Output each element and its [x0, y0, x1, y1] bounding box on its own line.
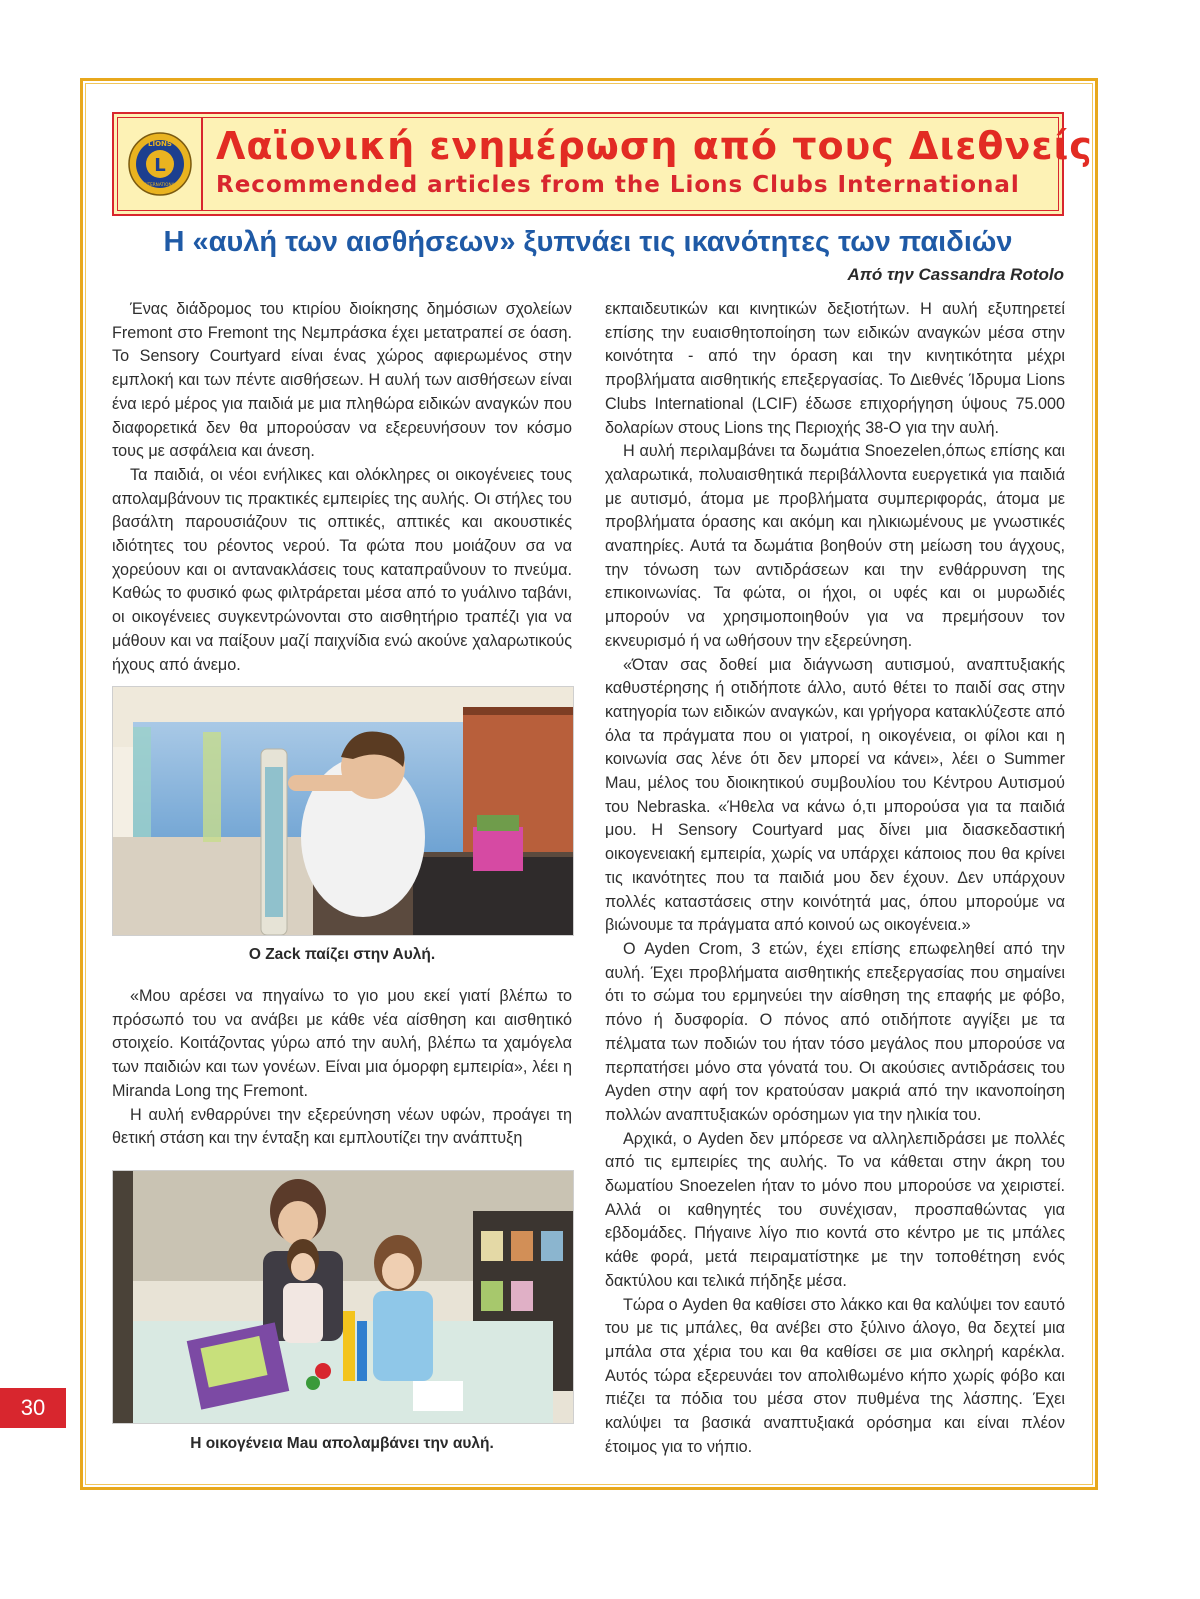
left-column-bottom	[112, 985, 572, 1151]
header-subtitle: Recommended articles from the Lions Clubs International	[216, 172, 1020, 198]
section-header	[112, 112, 1093, 216]
paragraph: Αρχικά, ο Ayden δεν μπόρεσε να αλληλεπιδράσει με πολλές από τις εμπειρίες της αυλής. Το να κάθεται στην άκρη του δωματίου Snoezelen ήταν το μόνο που μπορούσε να χειριστεί. Αλλά οι καθηγητές του συνέχισαν, προσπαθώντας για εβδομάδες. Πήγαινε λίγο πιο κοντά στο κέντρο με τις μπάλες κάθε φορά, μετά πειραματίστηκε με την τοποθέτηση ενός δακτύλου και τελικά πήδηξε μέσα.	[605, 1129, 1065, 1290]
paragraph: Ο Ayden Crom, 3 ετών, έχει επίσης επωφεληθεί από την αυλή. Έχει προβλήματα αισθητικής επεξεργασίας που σημαίνει ότι το σώμα του ερμηνεύει την αίσθηση της επαφής με φόβο, πόνο ή δυσφορία. Ο πόνος από οτιδήποτε αγγίξει με τα πέλματα των ποδιών του ήταν τόσο μεγάλος που μπορούσε να περπατήσει μόνο στα γόνατά του. Οι ακούσιες αντιδράσεις του Ayden στην αφή τον κρατούσαν μακριά από την ικανοποίηση πολλών αναπτυξιακών ορόσημων για την ηλικία του.	[605, 939, 1065, 1124]
photo-mau-family	[112, 1170, 574, 1424]
paragraph: Τα παιδιά, οι νέοι ενήλικες και ολόκληρες οι οικογένειες τους απολαμβάνουν τις πρακτικές εμπειρίες της αυλής. Οι στήλες του βασάλτη παρουσιάζουν τις οπτικές, απτικές και ακουστικές ιδιότητες του ρέοντος νερού. Τα φώτα που μοιάζουν σα να χορεύουν και οι αντανακλάσεις τους καταπραΰνουν το πνεύμα. Καθώς το φυσικό φως φιλτράρεται μέσα από το γυάλινο ταβάνι, οι οικογένειες συγκεντρώνονται στο αισθητήριο τραπέζι για να μάθουν και να παίξουν μαζί παιχνίδια ενώ ακούνε χαλαρωτικούς ήχους από άνεμο.	[112, 465, 572, 674]
lions-logo	[127, 131, 193, 197]
paragraph: Ένας διάδρομος του κτιρίου διοίκησης δημόσιων σχολείων Fremont στο Fremont της Νεμπράσκα έχει μετατραπεί σε όαση. Το Sensory Courtyard είναι ένας χώρος αφιερωμένος στην εμπλοκή και των πέντε αισθήσεων. Η αυλή των αισθήσεων είναι ένα ιερό μέρος για παιδιά με μια πληθώρα ειδικών αναγκών που διαφορετικά δεν θα μπορούσαν να εξερευνήσουν τον κόσμο τους με ασφάλεια και άνεση.	[112, 300, 572, 461]
photo-caption-zack: Ο Zack παίζει στην Αυλή.	[248, 946, 436, 963]
logo-bottom-text: INTERNATIONAL	[142, 182, 177, 187]
logo-top-text: LIONS	[147, 140, 172, 148]
article-byline: Από την Cassandra Rotolo	[847, 265, 1064, 284]
right-column	[605, 298, 1065, 1459]
paragraph: «Όταν σας δοθεί μια διάγνωση αυτισμού, αναπτυξιακής καθυστέρησης ή οτιδήποτε άλλο, αυτό θέτει το παιδί σας στην κατηγορία των ειδικών αναγκών, και γρήγορα κατακλύζεστε από όλα τα πράγματα που οι γιατροί, η οικογένεια, οι φίλοι και η κοινωνία σας λένε ότι δεν μπορεί να κάνει», λέει ο Summer Mau, μέλος του διοικητικού συμβουλίου του Κέντρου Αυτισμού του Nebraska. «Ήθελα να κάνω ό,τι μπορούσα για τα παιδιά μου. Η Sensory Courtyard μας δίνει μια διασκεδαστική οικογενειακή εμπειρία, χωρίς να υπάρχει κάποιος που θα κρίνει τις ικανότητες που τα παιδιά μου δεν έχουν. Δεν υπάρχουν πολλές καταστάσεις στην κοινότητά μας, όπου μπορούμε να βιώνουμε τα πράγματα από κοινού ως οικογένεια.»	[605, 655, 1065, 935]
logo-cell	[118, 118, 203, 210]
logo-letter: L	[153, 155, 166, 176]
paragraph: «Μου αρέσει να πηγαίνω το γιο μου εκεί γιατί βλέπω το πρόσωπό του να ανάβει με κάθε νέα αίσθηση και αισθητικό στοιχείο. Κοιτάζοντας γύρω από την αυλή, βλέπω τα χαμόγελα των παιδιών και των γονέων. Είναι μια όμορφη εμπειρία», λέει η Miranda Long της Fremont.	[112, 987, 572, 1100]
paragraph: Τώρα ο Ayden θα καθίσει στο λάκκο και θα καλύψει τον εαυτό του με τις μπάλες, θα ανέβει στο ξύλινο άλογο, θα δεχτεί μια μπάλα στα χέρια του και θα καθίσει σε μια σκληρή καρέκλα. Αυτός τώρα εξερευνάει τον απολιθωμένο κήπο χωρίς φόβο και πιέζει τα πόδια του μέσα στον πυθμένα της λάσπης. Έχει καλύψει τα βασικά αναπτυξιακά ορόσημα και είναι πλέον έτοιμος για το νήπιο.	[605, 1295, 1065, 1456]
photo-caption-mau: Η οικογένεια Mau απολαμβάνει την αυλή.	[190, 1435, 494, 1452]
paragraph: Η αυλή περιλαμβάνει τα δωμάτια Snoezelen,όπως επίσης και χαλαρωτικά, πολυαισθητικά περιβάλλοντα ευεργετικά για παιδιά με αυτισμό, άτομα με προβλήματα συμπεριφοράς, άτομα με προβλήματα όρασης και ακόμη και ηλικιωμένους με γνωστικές αναπηρίες. Αυτά τα δωμάτια βοηθούν στη μείωση του άγχους, την τόνωση των αντιδράσεων και την ενθάρρυνση της επικοινωνίας. Τα φώτα, οι ήχοι, οι υφές και οι μυρωδιές μπορούν να χρησιμοποιηθούν για να πρεμήσουν τον εκνευρισμό ή να ωθήσουν την εξερεύνηση.	[605, 442, 1065, 650]
paragraph: εκπαιδευτικών και κινητικών δεξιοτήτων. Η αυλή εξυπηρετεί επίσης την ευαισθητοποίηση των ειδικών αναγκών μέσα στην κοινότητα - από την όραση και την κινητικότητα μέχρι προβλήματα αισθητικής επεξεργασίας. Το Διεθνές Ίδρυμα Lions Clubs International (LCIF) έδωσε επιχορήγηση ύψους 75.000 δολαρίων στους Lions της Περιοχής 38-O για την αυλή.	[605, 300, 1065, 437]
photo-zack	[112, 686, 574, 936]
page-number: 30	[0, 1388, 66, 1428]
article-title: Η «αυλή των αισθήσεων» ξυπνάει τις ικανότητες των παιδιών	[163, 226, 1013, 258]
header-title: Λαϊονική ενημέρωση από τους Διεθνείς	[216, 124, 1093, 168]
paragraph: Η αυλή ενθαρρύνει την εξερεύνηση νέων υφών, προάγει τη θετική στάση και την ένταξη και εμπλουτίζει την ανάπτυξη	[112, 1105, 572, 1148]
left-column-top	[112, 298, 572, 677]
